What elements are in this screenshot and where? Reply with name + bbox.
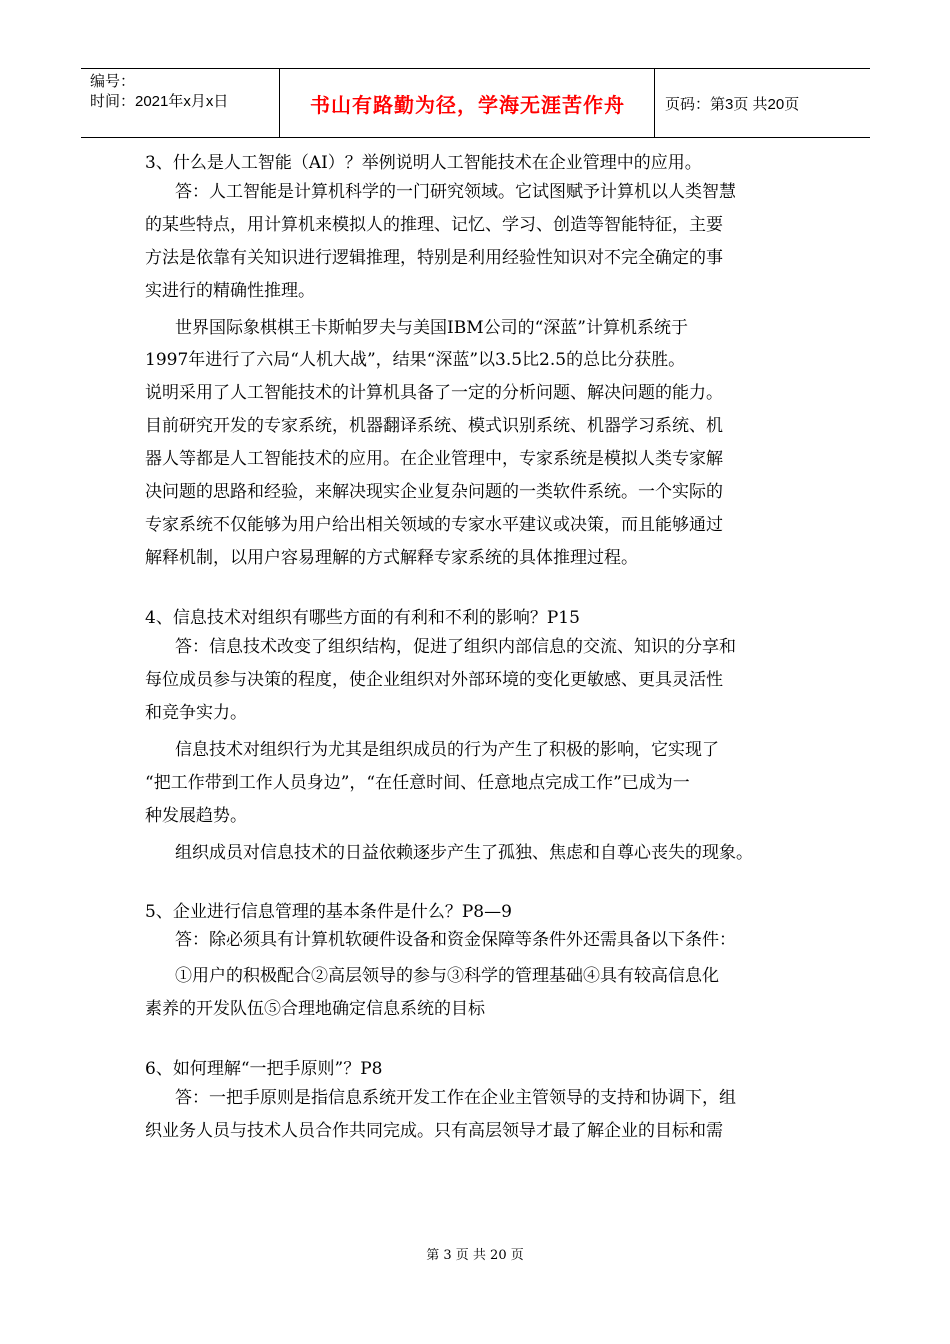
question-title: 4、信息技术对组织有哪些方面的有利和不利的影响？P15 (145, 608, 580, 628)
answer-line: 答：信息技术改变了组织结构，促进了组织内部信息的交流、知识的分享和 (175, 637, 736, 657)
motto-text: 书山有路勤为径，学海无涯苦作舟 (310, 92, 625, 117)
answer-line: 每位成员参与决策的程度，使企业组织对外部环境的变化更敏感、更具灵活性 (145, 670, 723, 690)
answer-line: 决问题的思路和经验，来解决现实企业复杂问题的一类软件系统。一个实际的 (145, 482, 723, 502)
answer-line: 的某些特点，用计算机来模拟人的推理、记忆、学习、创造等智能特征，主要 (145, 215, 723, 235)
answer-line: 织业务人员与技术人员合作共同完成。只有高层领导才最了解企业的目标和需 (145, 1121, 723, 1141)
answer-line: 说明采用了人工智能技术的计算机具备了一定的分析问题、解决问题的能力。 (145, 383, 723, 403)
header-table (81, 68, 870, 138)
time-label: 时间：2021年x月x日 (90, 93, 229, 110)
document-body (145, 150, 815, 1148)
answer-line: 解释机制，以用户容易理解的方式解释专家系统的具体推理过程。 (145, 548, 638, 568)
answer-line: 答：人工智能是计算机科学的一门研究领域。它试图赋予计算机以人类智慧 (175, 182, 736, 202)
answer-line: 器人等都是人工智能技术的应用。在企业管理中，专家系统是模拟人类专家解 (145, 449, 723, 469)
answer-line: 和竞争实力。 (145, 703, 247, 723)
page-footer: 第 3 页 共 20 页 (426, 1248, 524, 1263)
answer-line: 答：一把手原则是指信息系统开发工作在企业主管领导的支持和协调下，组 (175, 1088, 736, 1108)
header-right-cell (665, 69, 799, 137)
answer-line: 1997年进行了六局“人机大战”，结果“深蓝”以3.5比2.5的总比分获胜。 (145, 350, 686, 370)
answer-line: 信息技术对组织行为尤其是组织成员的行为产生了积极的影响，它实现了 (175, 740, 719, 760)
number-label: 编号： (90, 73, 136, 90)
answer-line: 答：除必须具有计算机软硬件设备和资金保障等条件外还需具备以下条件： (175, 930, 736, 950)
answer-line: 专家系统不仅能够为用户给出相关领域的专家水平建议或决策，而且能够通过 (145, 515, 723, 535)
question-title: 5、企业进行信息管理的基本条件是什么？P8—9 (145, 902, 512, 922)
question-title: 3、什么是人工智能（AI）？举例说明人工智能技术在企业管理中的应用。 (145, 153, 702, 173)
answer-line: 组织成员对信息技术的日益依赖逐步产生了孤独、焦虑和自尊心丧失的现象。 (175, 843, 753, 863)
answer-line: 素养的开发队伍⑤合理地确定信息系统的目标 (145, 999, 485, 1019)
question-title: 6、如何理解“一把手原则”？P8 (145, 1059, 383, 1079)
answer-line: ①用户的积极配合②高层领导的参与③科学的管理基础④具有较高信息化 (175, 966, 719, 986)
answer-line: 世界国际象棋棋王卡斯帕罗夫与美国IBM公司的“深蓝”计算机系统于 (175, 318, 688, 338)
answer-line: 方法是依靠有关知识进行逻辑推理，特别是利用经验性知识对不完全确定的事 (145, 248, 723, 268)
answer-line: 种发展趋势。 (145, 806, 247, 826)
header-center-cell (281, 69, 655, 137)
page-info: 页码：第3页 共20页 (665, 95, 800, 113)
answer-line: “把工作带到工作人员身边”，“在任意时间、任意地点完成工作”已成为一 (145, 773, 690, 793)
header-left-cell (81, 69, 280, 137)
answer-line: 实进行的精确性推理。 (145, 281, 315, 301)
answer-line: 目前研究开发的专家系统，机器翻译系统、模式识别系统、机器学习系统、机 (145, 416, 723, 436)
